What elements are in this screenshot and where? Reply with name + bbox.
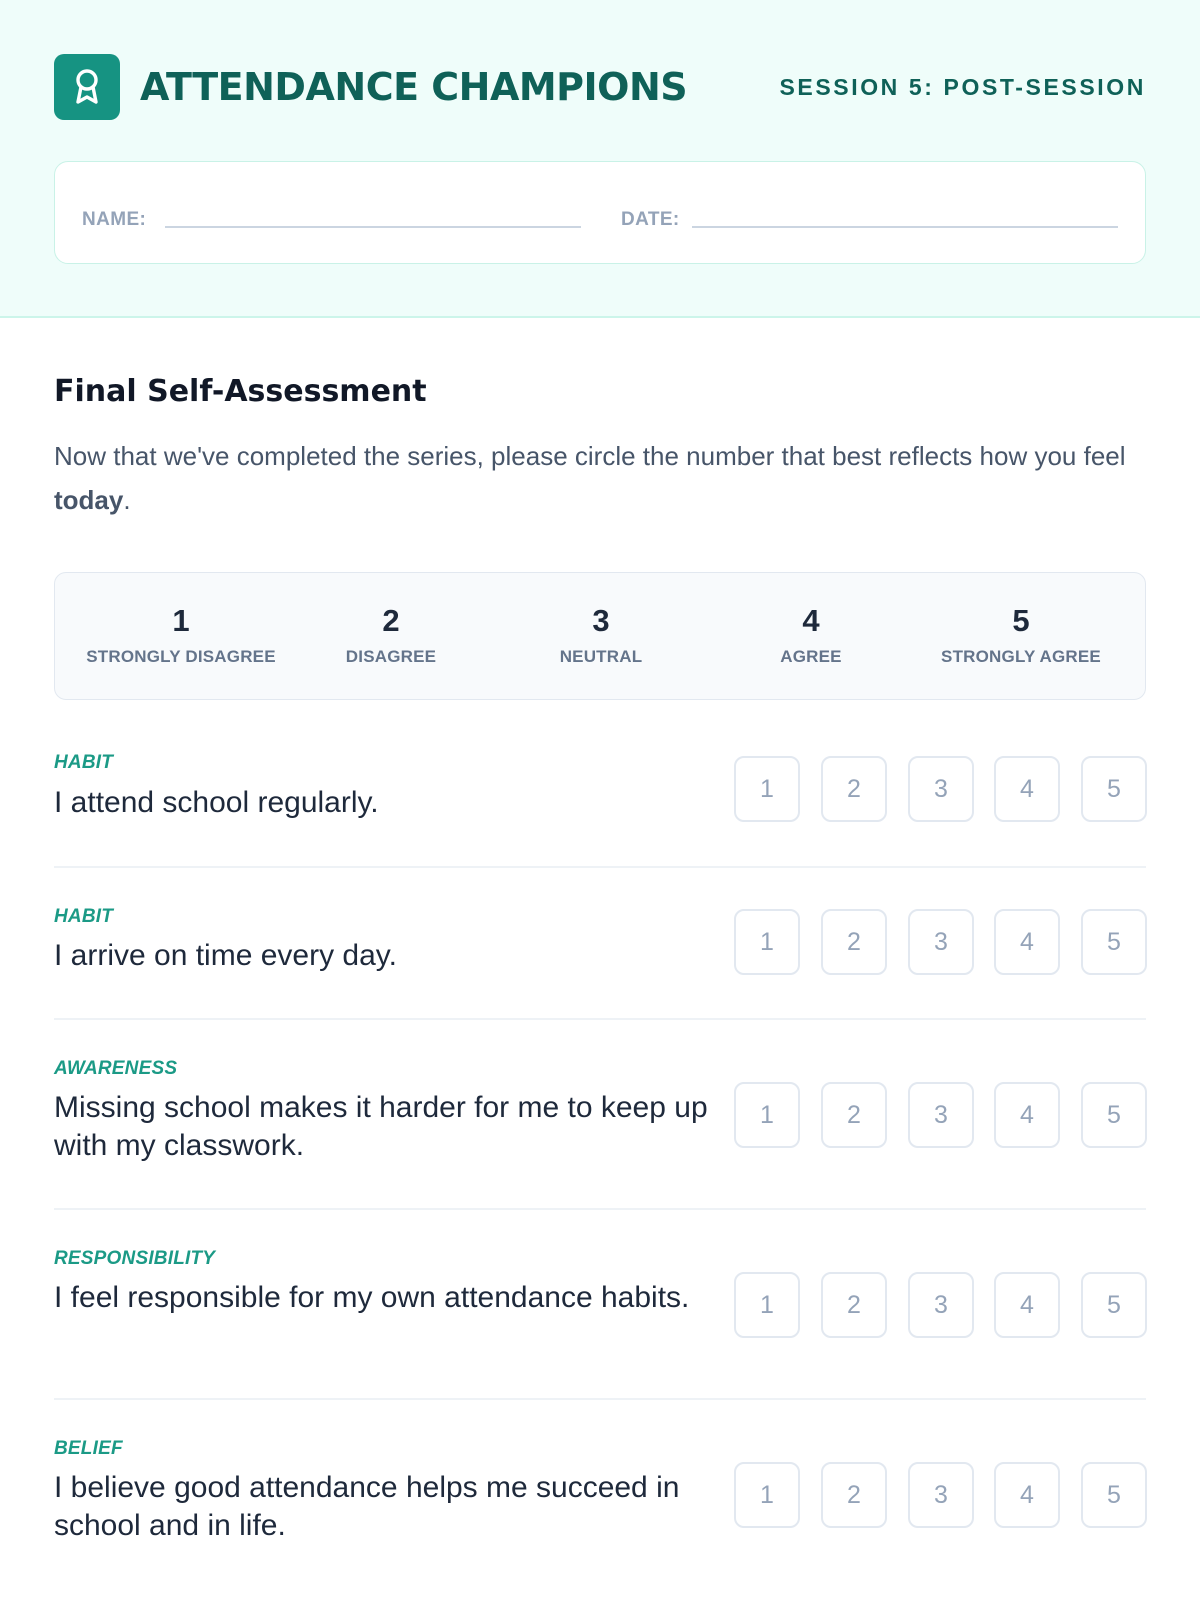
date-label: DATE: [621,209,680,230]
scale-item [916,603,1126,667]
question-category: RESPONSIBILITY [54,1248,216,1269]
app-title: ATTENDANCE CHAMPIONS [140,65,688,109]
scale-number: 3 [592,603,610,638]
scale-item [496,603,706,667]
question-text: I feel responsible for my own attendance habits. [54,1281,690,1314]
row-divider [54,1208,1146,1210]
rating-option-3[interactable]: 3 [908,909,974,975]
intro-text: Now that we've completed the series, please circle the number that best reflects how you feel today. [54,441,1126,515]
rating-option-1[interactable]: 1 [734,1272,800,1338]
rating-option-1[interactable]: 1 [734,909,800,975]
date-field[interactable] [692,226,1118,228]
scale-label: AGREE [780,647,842,666]
rating-option-2[interactable]: 2 [821,1082,887,1148]
rating-option-4[interactable]: 4 [994,1462,1060,1528]
rating-option-1[interactable]: 1 [734,1462,800,1528]
scale-number: 1 [172,603,190,638]
rating-option-1[interactable]: 1 [734,1082,800,1148]
rating-option-4[interactable]: 4 [994,1272,1060,1338]
brand [54,54,687,120]
question-text: I believe good attendance helps me succeed in school and in life. [54,1471,680,1542]
row-divider [54,866,1146,868]
rating-option-4[interactable]: 4 [994,1082,1060,1148]
rating-option-2[interactable]: 2 [821,909,887,975]
question-category: HABIT [54,906,114,927]
question-text: I attend school regularly. [54,786,379,819]
name-field[interactable] [165,226,581,228]
scale-number: 4 [802,603,820,638]
question-text: I arrive on time every day. [54,939,397,972]
rating-option-3[interactable]: 3 [908,1082,974,1148]
award-ribbon-icon [54,54,120,120]
scale-number: 2 [382,603,400,638]
question-text: Missing school makes it harder for me to keep up with my classwork. [54,1091,708,1162]
page-header [0,0,1200,318]
rating-option-2[interactable]: 2 [821,756,887,822]
name-label: NAME: [82,209,147,230]
rating-option-4[interactable]: 4 [994,909,1060,975]
scale-label: NEUTRAL [559,647,643,666]
question-category: HABIT [54,752,114,773]
question-category: AWARENESS [54,1058,178,1079]
scale-item [76,603,286,667]
rating-option-5[interactable]: 5 [1081,1082,1147,1148]
rating-option-2[interactable]: 2 [821,1462,887,1528]
row-divider [54,1018,1146,1020]
section-title: Final Self-Assessment [54,374,427,409]
rating-option-4[interactable]: 4 [994,756,1060,822]
student-info-card [54,161,1146,264]
rating-option-1[interactable]: 1 [734,756,800,822]
rating-option-5[interactable]: 5 [1081,1272,1147,1338]
rating-option-3[interactable]: 3 [908,756,974,822]
intro-emphasis: today [54,485,124,515]
session-label: SESSION 5: POST-SESSION [779,74,1146,100]
rating-option-5[interactable]: 5 [1081,909,1147,975]
rating-scale-legend [54,572,1146,700]
row-divider [54,1398,1146,1400]
scale-label: STRONGLY AGREE [941,647,1101,666]
scale-item [706,603,916,667]
rating-option-5[interactable]: 5 [1081,1462,1147,1528]
rating-option-3[interactable]: 3 [908,1462,974,1528]
rating-option-5[interactable]: 5 [1081,756,1147,822]
scale-label: STRONGLY DISAGREE [86,647,276,666]
rating-option-2[interactable]: 2 [821,1272,887,1338]
scale-label: DISAGREE [345,647,437,666]
question-category: BELIEF [54,1438,123,1459]
scale-item [286,603,496,667]
scale-number: 5 [1012,603,1030,638]
rating-option-3[interactable]: 3 [908,1272,974,1338]
